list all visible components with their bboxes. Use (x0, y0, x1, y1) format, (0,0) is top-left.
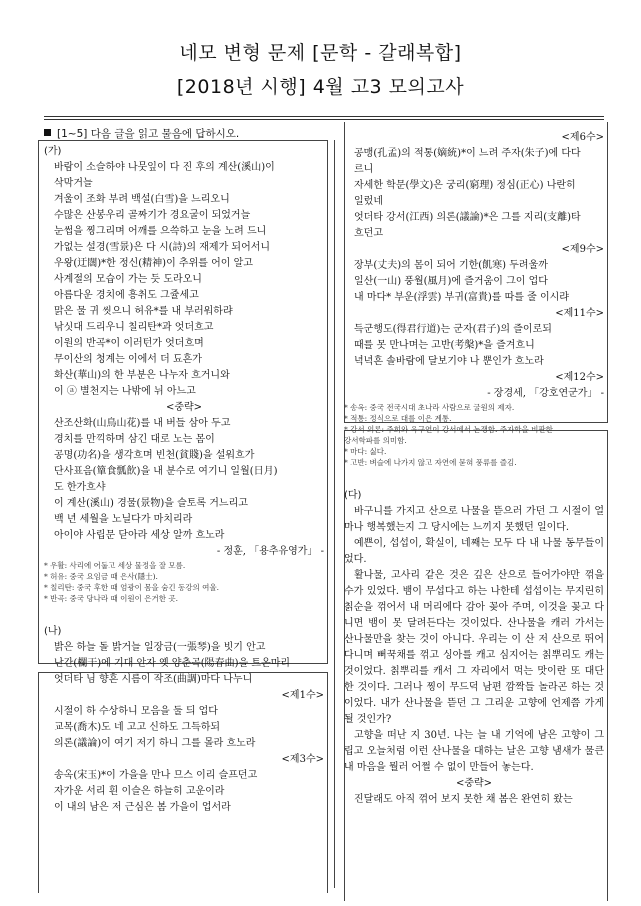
verse-line: 공명(功名)을 생각흐며 빈천(貧賤)을 설워흐가 (54, 450, 255, 461)
verse-line: 우왕(迂闊)*한 정신(精神)이 추위를 어이 알고 (54, 258, 253, 269)
verse-line: 낚싯대 드리우니 칠리탄*과 엇더흐고 (54, 322, 214, 333)
footnote: * 송옥: 중국 전국시대 초나라 사람으로 굴원의 제자. (344, 403, 515, 412)
essay-paragraph: 고향을 떠난 지 30년. 나는 늘 내 기억에 남은 고향이 그립고 오늘처럼 이런 산나물을 대하는 날은 고향 냄새가 물큰 내 마음을 뭘러 어쩔 수 없이 만들어 놓는다. (344, 730, 604, 773)
header-rule (44, 119, 604, 120)
verse-line: 맑은 물 귀 씻으니 허유*를 내 부러워하랴 (54, 306, 233, 317)
verse-line: 도 한가흐샤 (54, 482, 106, 493)
column-divider (334, 140, 335, 888)
footnote: * 반곡: 중국 당나라 때 이원이 은거한 곳. (44, 594, 179, 603)
verse-line: 단사표음(簞食瓢飮)을 내 분수로 여기니 일월(日月) (54, 466, 278, 477)
poem-na-stanza11 (344, 258, 604, 306)
header-rule (44, 116, 604, 117)
footnote: * 마다: 싫다. (344, 447, 387, 456)
verse-line: 때를 못 만나며는 고반(考槃)*을 즐겨흐니 (354, 340, 535, 351)
verse-line: 아이야 사립문 닫아라 세상 알까 흐노라 (54, 530, 225, 541)
source-na: - 장경세, 「강호연군가」 - (487, 388, 604, 399)
section-label-ga: (가) (44, 146, 62, 157)
verse-line: 수많은 산봉우리 골짜기가 경요굴이 되었거늘 (54, 210, 251, 221)
footnote: 강서학파를 의미함. (344, 436, 407, 445)
verse-line: 득군행도(得君行道)는 군자(君子)의 즐이로되 (354, 324, 552, 335)
stanza-mark: <제11수> (555, 308, 604, 319)
verse-line: 이 ⓐ 별천지는 나밖에 뉘 아느고 (54, 386, 196, 397)
essay-paragraph: 예쁜이, 섭섭이, 확실이, 네째는 모두 다 내 나물 동무들이었다. (344, 538, 604, 565)
stanza-mark: <제6수> (561, 132, 604, 143)
verse-line: 흐던고 (354, 228, 383, 239)
verse-line: 내 마다* 부운(浮雲) 부귀(富貴)를 따를 줄 이시랴 (354, 292, 569, 303)
verse-line: 송옥(宋玉)*이 가을을 만나 므스 이리 슬프던고 (54, 770, 258, 781)
verse-line: 밝은 하늘 돌 밝거늘 일장금(一張琴)을 빗기 안고 (54, 642, 266, 653)
verse-line: 삭막거늘 (54, 178, 93, 189)
verse-line: 산조산화(山鳥山花)를 내 버들 삼아 두고 (54, 418, 231, 429)
verse-line: 공맹(孔孟)의 적통(嫡統)*이 느려 주자(朱子)에 다다 (354, 148, 581, 159)
verse-line: 경치를 만끽하며 삼긴 대로 노는 몸이 (54, 434, 215, 445)
stanza-mark: <제3수> (281, 754, 324, 765)
stanza-mark: <제9수> (561, 244, 604, 255)
verse-line: 자세한 학문(學文)은 궁리(窮理) 정심(正心) 나란히 (354, 180, 576, 191)
source-ga: - 정훈, 「용추유영가」 - (216, 546, 324, 557)
verse-line: 바람이 소슬하야 나뭇잎이 다 진 후의 계산(溪山)이 (54, 162, 275, 173)
poem-na-stanza12 (344, 322, 604, 370)
verse-line: 엇더타 강서(江西) 의론(議論)*은 그를 지리(支離)타 (354, 212, 581, 223)
verse-line: 이원의 반곡*이 이러턴가 엇더흐며 (54, 338, 204, 349)
stanza-mark: <제1수> (281, 690, 324, 701)
verse-line: 엇더타 님 향흔 시름이 작조(曲調)마다 나누니 (54, 674, 253, 685)
verse-line: 일렀네 (354, 196, 383, 207)
verse-line: 일산(一山) 풍월(風月)에 즐거움이 그이 업다 (354, 276, 548, 287)
verse-line: 녁녁흔 솔바람에 달보기야 나 뿐인가 흐노라 (354, 356, 544, 367)
verse-line: 교목(喬木)도 네 고고 신하도 그득하되 (54, 722, 221, 733)
essay-paragraph: 진달래도 아직 꺾어 보지 못한 채 봄은 완연히 왔는 (354, 794, 573, 805)
verse-line: 눈썹을 찡그리며 어깨를 으쓱하고 눈을 노려 드니 (54, 226, 267, 237)
footnote: * 칠리탄: 중국 후한 때 엄광이 몸을 숨긴 동강의 여울. (44, 583, 220, 592)
section-label-na: (나) (44, 626, 62, 637)
footnotes-na (344, 402, 604, 468)
verse-line: 난간(欄干)에 기대 안자 옛 양춘곡(陽春曲)을 트온마리 (54, 658, 291, 669)
footnotes-ga (44, 560, 324, 604)
square-bullet-icon (44, 129, 51, 136)
essay-da (344, 504, 604, 776)
footnote: * 강서 의론: 주희와 육구연이 강서에서 논쟁함. 주자학을 비판한 (344, 425, 553, 434)
poem-na-stanza1 (44, 640, 324, 688)
poem-ga (44, 160, 324, 400)
footnote: * 우활: 사리에 어둡고 세상 물정을 잘 모름. (44, 561, 186, 570)
omission-mark: <중략> (455, 778, 493, 789)
instruction-text: [1~5] 다음 글을 읽고 물음에 답하시오. (57, 128, 240, 140)
omission-mark: <중략> (165, 402, 203, 413)
verse-line: 장부(丈夫)의 몸이 되어 기한(飢寒) 두려울까 (354, 260, 548, 271)
verse-line: 무이산의 청계는 이에서 더 됴흔가 (54, 354, 202, 365)
essay-paragraph: 바구니를 가지고 산으로 나물을 뜯으러 가던 그 시절이 얼마나 행복했는지 그 당시에는 느끼지 못했던 일이다. (344, 506, 604, 533)
footnote: * 허유: 중국 요임금 때 은사(隱士). (44, 572, 158, 581)
doc-subtitle: [2018년 시행] 4월 고3 모의고사 (176, 76, 465, 98)
instruction (44, 126, 239, 141)
section-label-da: (다) (344, 490, 362, 501)
verse-line: 가없는 설경(雪景)은 다 시(詩)의 재제가 되어서니 (54, 242, 271, 253)
right-column (344, 130, 604, 896)
verse-line: 사계절의 모습이 가는 듯 도라오니 (54, 274, 202, 285)
doc-title: 네모 변형 문제 [문학 - 갈래복합] (179, 42, 462, 64)
verse-line: 시절이 하 수상하니 모음을 둘 듸 업다 (54, 706, 218, 717)
poem-na-stanza6 (44, 768, 324, 816)
verse-line: 이 내의 남은 저 근심은 봄 가을이 업서라 (54, 802, 231, 813)
verse-line: 아름다운 경치에 흥취도 그쥴세고 (54, 290, 199, 301)
verse-line: 백 년 세월을 노닐다가 마치리라 (54, 514, 193, 525)
stanza-mark: <제12수> (555, 372, 604, 383)
footnote: * 적통: 정식으로 대를 이은 계통. (344, 414, 452, 423)
poem-ga-part2 (44, 416, 324, 544)
verse-line: 이 계산(溪山) 경물(景物)을 슬토록 거느리고 (54, 498, 248, 509)
footnote: * 고반: 벼슬에 나가지 않고 자연에 묻혀 풍류를 즐김. (344, 458, 517, 467)
verse-line: 자가운 서리 흰 이슬은 하늘히 고운이라 (54, 786, 225, 797)
poem-na-stanza3 (44, 704, 324, 752)
essay-paragraph: 활나물, 고사리 같은 것은 깊은 산으로 들어가야만 꺾을 수가 있었다. 뱀이 무섭다고 하는 나한테 섭섭이는 무지린히 칡순을 꺾어서 내 머리에다 감아 꽂아 주며, 이것을 꽂고 다니면 뱀이 못 달려든다는 것이었다. 산나물을 캐러 가서는 산나물만을 찾는 것이 아니다. 우리는 이 산 저 산으로 뛰어다니며 뻐꾹채를 꺾고 싱아를 캐고 심지어는 칡뿌리도 캐는 것이었다. 칡뿌리를 캐서 그 자리에서 먹는 맛이란 또 대단한 것이다. 그러나 찡이 무드덕 남편 깜짝들 놀라곤 하는 것이었다. 내가 산나물을 뜯던 그 그리운 고향에 언제쯤 가게 될 것인가? (344, 570, 604, 725)
left-column (44, 144, 324, 890)
verse-line: 겨울이 조화 부려 백설(白雪)을 느리오니 (54, 194, 230, 205)
verse-line: 의론(議論)이 여기 저기 하니 그를 몰라 흐노라 (54, 738, 256, 749)
verse-line: 르니 (354, 164, 374, 175)
poem-na-stanza9 (344, 146, 604, 242)
verse-line: 화산(華山)의 한 부분은 나누자 흐거니와 (54, 370, 230, 381)
